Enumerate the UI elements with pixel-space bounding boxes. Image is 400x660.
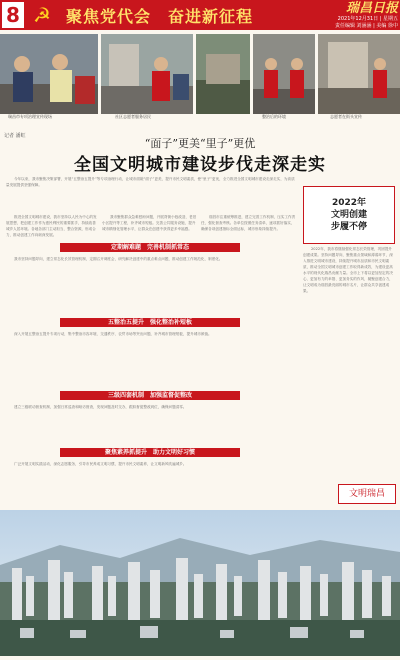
column-stamp: 文明瑞昌 xyxy=(338,484,396,504)
photo-2 xyxy=(101,34,193,114)
section-heading-2: 五整治五提升 强化整治补短板 xyxy=(60,318,240,327)
sidebar-title-line: 步履不停 xyxy=(330,222,367,232)
section-heading-4: 聚焦素养抓提升 助力文明好习惯 xyxy=(60,448,240,457)
sidebar-box xyxy=(303,186,395,244)
article-headline: 全国文明城市建设步伐走深走实 xyxy=(74,155,326,175)
photo-strip xyxy=(0,34,400,122)
body-col-b1: 我市聚焦群众急难愁盼问题，开展背街小巷改造、老旧小区提升等工程，补齐城市短板。完善公共服务设施，提升城市精细化管理水平，让群众在创建中获得更多幸福感。 xyxy=(102,215,197,231)
masthead xyxy=(318,1,398,30)
issue-date: 2021年12月31日 | 星期五 xyxy=(337,16,398,22)
sidebar-title-line: 文明创建 xyxy=(330,210,367,220)
photo-5 xyxy=(318,34,400,114)
photo-caption-2: 社区志愿者服务居民 xyxy=(115,114,151,119)
photo-1 xyxy=(0,34,98,114)
section-title: 聚焦党代会 奋进新征程 xyxy=(66,7,254,26)
section-heading-3: 三级四套机制 加强监督促整改 xyxy=(60,391,240,400)
section-heading-1: 定期解难题 完善机制抓常态 xyxy=(60,243,240,252)
photo-4 xyxy=(253,34,315,114)
party-emblem-icon: ☭ xyxy=(33,3,51,27)
section-text-4: 广泛开展文明实践活动，深化志愿服务，引导市民养成文明习惯，提升市民文明素养，让文明新风吹遍城乡。 xyxy=(14,462,187,466)
photo-3 xyxy=(196,34,250,114)
lead-paragraph: 今年以来，我市聚焦决策部署，开展“五整治五提升”等专项治理行动，让城市面貌“面子”更美，提升市民文明素质，使“里子”更优，全力推进全国文明城市建设走深走实，为高质量发展提供坚强保障。 xyxy=(6,177,295,187)
sidebar-title xyxy=(304,197,394,233)
paper-name: 瑞昌日报 xyxy=(345,1,398,16)
sidebar-title-line: 2022年 xyxy=(331,198,367,208)
body-col-a1: 推进全国文明城市建设，我市坚持以人民为中心的发展思想，把创建工作作为惠民利民的重要抓手，持续改善城乡人居环境。各地各部门主动担当，整合资源，形成合力，推动创建工作向纵深发展。 xyxy=(6,215,97,237)
section-text-2: 深入开展五整治五提升专项行动，集中整治市容环境、交通秩序、农贸市场等突出问题，补齐城市管理短板，提升城市颜值。 xyxy=(14,332,212,336)
article-kicker: “面子”更美“里子”更优 xyxy=(144,137,256,150)
city-skyline-photo xyxy=(0,510,400,656)
page-number: 8 xyxy=(2,2,24,28)
section-text-3: 建立三级联动督查机制，加强日常巡查和暗访督查，发现问题及时交办，跟踪督促整改到位，确保问题清零。 xyxy=(14,405,187,409)
editor-line: 责任编辑 刘涵涵 | 美编 徐中 xyxy=(334,23,398,29)
photo-caption-5: 志愿者在街头宣传 xyxy=(330,114,362,119)
page-banner xyxy=(0,0,400,30)
body-col-c1: 瑞昌市注重统筹推进，建立完善工作机制，压实工作责任，强化督查考核。各单位按照任务清单，逐项抓好落实，确保各项创建指标全面达标，城市形象持续提升。 xyxy=(201,215,296,231)
section-text-1: 我市坚持问题导向，建立常态化长效管理机制，定期召开调度会，研究解决创建中的重点难点问题，推动创建工作规范化、制度化。 xyxy=(14,257,223,261)
photo-caption-1: 瑞昌市专项治理宣传现场 xyxy=(8,114,52,119)
sidebar-text: 2022年，我市将继续强化常态长效管理，巩固提升创建成果。坚持问题导向，聚焦重点领域和薄弱环节，深入推进文明城市建设，持续提升城市品质和市民文明素质，推动全国文明城市创建工作取得新成效，为建设更高水平的现代化瑞昌贡献力量。全市上下将以更加坚定的决心、更加有力的举措、更加务实的作风，凝聚创建合力，让文明成为瑞昌最亮丽的城市名片，让群众共享创建成果。 xyxy=(303,247,393,293)
photo-caption-4: 整治后的环境 xyxy=(262,114,286,119)
reporter-byline: 记者 潘虹 xyxy=(4,133,26,139)
